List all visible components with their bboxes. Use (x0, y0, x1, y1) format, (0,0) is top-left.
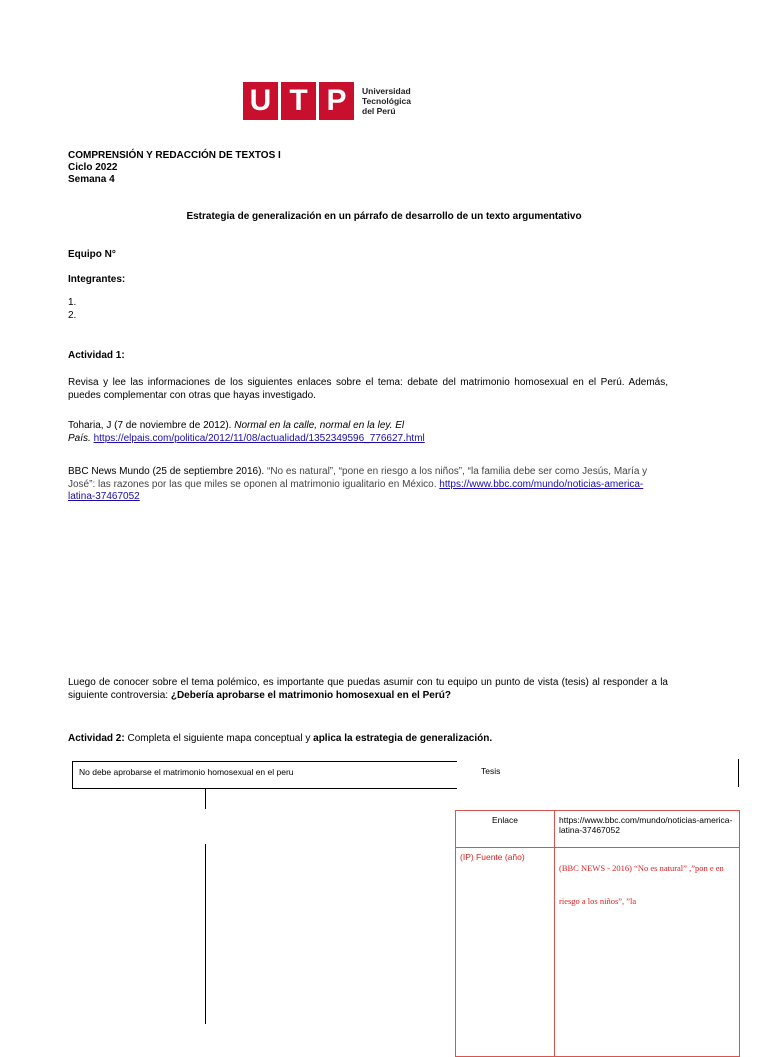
link-label: Enlace (456, 811, 555, 848)
document-title: Estrategia de generalización en un párrafo de desarrollo de un texto argumentativo (186, 211, 582, 222)
activity2-heading: Actividad 2: (68, 733, 125, 744)
logo-letter-u: U (243, 82, 278, 120)
thesis-label: Tesis (481, 766, 501, 776)
controversy-question: ¿Debería aprobarse el matrimonio homosexual en el Perú? (170, 689, 451, 701)
thesis-value: No debe aprobarse el matrimonio homosexual en el peru (79, 767, 294, 777)
ref2-link[interactable]: https://www.bbc.com/mundo/noticias-america-latina-37467052 (68, 478, 644, 502)
course-name: COMPRENSIÓN Y REDACCIÓN DE TEXTOS I (68, 150, 281, 161)
source-row (456, 848, 740, 1057)
controversy-paragraph: Luego de conocer sobre el tema polémico, es importante que puedas asumir con tu equipo un punto de vista (tesis) al responder a la siguiente controversia: ¿Debería aprobarse el matrimonio homosexual en el Perú? (68, 677, 668, 701)
ref2-title: “No es natural”, “pone en riesgo a los niños”, “la familia debe ser como Jesús, María y José”: las razones por las que miles se oponen al matrimonio igualitario en México. (68, 466, 648, 490)
members-label: Integrantes: (68, 274, 126, 285)
member-2: 2. (68, 310, 77, 321)
ref1-link[interactable]: https://elpais.com/politica/2012/11/08/actualidad/1352349596_776627.html (93, 432, 425, 444)
ref1-title: Normal en la calle, normal en la ley. El País. (68, 420, 405, 444)
link-value[interactable]: https://www.bbc.com/mundo/noticias-america-latina-37467052 (555, 811, 740, 848)
member-1: 1. (68, 297, 77, 308)
connector-line-1 (205, 789, 206, 809)
reference-1: Toharia, J (7 de noviembre de 2012). Normal en la calle, normal en la ley. El País. https://elpais.com/politica/2012/11/08/actualidad/1352349596_776627.html (68, 420, 425, 444)
source-value[interactable]: (BBC NEWS - 2016) “No es natural” ,”pon e en riesgo a los niños”, ”la (555, 848, 740, 1057)
source-label: (IP) Fuente (año) (456, 848, 555, 1057)
activity1-intro: Revisa y lee las informaciones de los siguientes enlaces sobre el tema: debate del matrimonio homosexual en el Perú. Además, puedes complementar con otras que hayas investigado. (68, 377, 668, 401)
source-table (455, 810, 740, 1057)
cycle: Ciclo 2022 (68, 162, 118, 173)
utp-logo (243, 82, 354, 120)
right-divider (738, 759, 739, 787)
logo-letter-t: T (281, 82, 316, 120)
team-label: Equipo N° (68, 249, 116, 260)
week: Semana 4 (68, 174, 115, 185)
link-row (456, 811, 740, 848)
activity2-line: Actividad 2: Completa el siguiente mapa conceptual y aplica la estrategia de generalización. (68, 733, 493, 744)
connector-line-2 (205, 844, 206, 1024)
logo-letter-p: P (319, 82, 354, 120)
reference-2: BBC News Mundo (25 de septiembre 2016). “No es natural”, “pone en riesgo a los niños”, “la familia debe ser como Jesús, María y José”: las razones por las que miles se oponen al matrimonio igualitario en México. https://www.bbc.com/mundo/noticias-america-latina-37467052 (68, 466, 648, 502)
logo-text: Universidad Tecnológica del Perú (362, 86, 411, 116)
thesis-box[interactable] (72, 761, 457, 789)
course-header (68, 150, 281, 186)
activity1-heading: Actividad 1: (68, 350, 125, 361)
